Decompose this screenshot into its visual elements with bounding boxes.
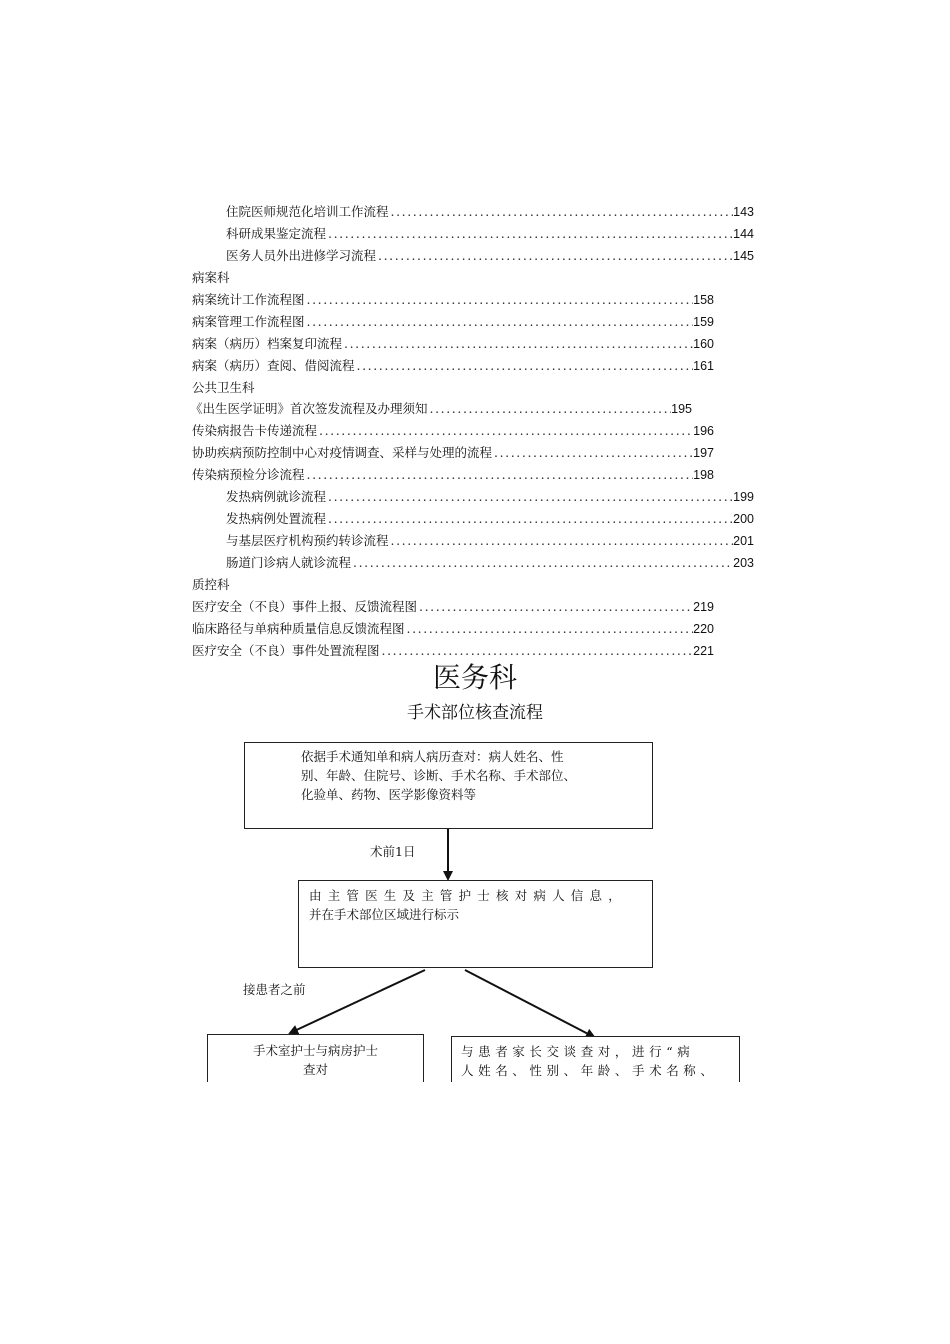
flow-step-line: 并在手术部位区域进行标示 bbox=[309, 907, 460, 922]
toc-entry-page: 160 bbox=[693, 337, 714, 351]
toc-entry-page: 145 bbox=[733, 249, 754, 263]
toc-entry-page: 161 bbox=[693, 359, 714, 373]
flow-step-line: 查对 bbox=[302, 1062, 328, 1077]
arrow-step2-to-step3b bbox=[465, 970, 594, 1037]
toc-entry-page: 201 bbox=[733, 534, 754, 548]
toc-section-heading: 病案科 bbox=[192, 270, 230, 285]
toc-entry-page: 197 bbox=[693, 446, 714, 460]
arrow-step2-to-step3a bbox=[290, 970, 425, 1033]
toc-entry-title: 发热病例处置流程 bbox=[226, 511, 327, 526]
toc-entry-title: 传染病预检分诊流程 bbox=[192, 467, 305, 482]
toc-section-heading: 质控科 bbox=[192, 577, 230, 592]
toc-entry-page: 221 bbox=[693, 644, 714, 658]
department-title: 医务科 bbox=[432, 661, 517, 694]
flow-step-mark-site bbox=[298, 880, 653, 968]
flow-step-line: 化验单、药物、医学影像资料等 bbox=[301, 787, 477, 802]
flow-step-line: 由主管医生及主管护士核对病人信息， bbox=[309, 888, 627, 903]
flow-step-text bbox=[301, 747, 576, 804]
flowchart-title: 手术部位核查流程 bbox=[407, 703, 543, 723]
toc-entry-title: 临床路径与单病种质量信息反馈流程图 bbox=[192, 621, 405, 636]
flow-step-text bbox=[309, 886, 644, 924]
toc-entry-title: 病案（病历）档案复印流程 bbox=[192, 336, 343, 351]
toc-section-heading: 公共卫生科 bbox=[192, 380, 255, 395]
toc-entry-page: 195 bbox=[671, 402, 692, 416]
flow-step-line: 与患者家长交谈查对，进行“病 bbox=[461, 1044, 695, 1059]
toc-entry-title: 肠道门诊病人就诊流程 bbox=[226, 555, 352, 570]
toc-entry-title: 《出生医学证明》首次签发流程及办理须知 bbox=[190, 401, 428, 416]
toc-entry-title: 医疗安全（不良）事件处置流程图 bbox=[192, 643, 380, 658]
flow-step-line: 手术室护士与病房护士 bbox=[252, 1043, 378, 1058]
toc-entry-page: 159 bbox=[693, 315, 714, 329]
edge-label-before-pickup: 接患者之前 bbox=[243, 982, 306, 997]
toc-entry-title: 发热病例就诊流程 bbox=[226, 489, 327, 504]
flow-step-nurse-check bbox=[207, 1034, 424, 1082]
edge-label-day-before: 术前1日 bbox=[370, 844, 416, 859]
toc-entry-page: 220 bbox=[693, 622, 714, 636]
toc-entry-page: 143 bbox=[733, 205, 754, 219]
flow-step-verify-records bbox=[244, 742, 653, 829]
toc-entry-page: 144 bbox=[733, 227, 754, 241]
toc-entry-page: 203 bbox=[733, 556, 754, 570]
toc-entry-page: 196 bbox=[693, 424, 714, 438]
toc-entry-page: 198 bbox=[693, 468, 714, 482]
toc-entry-title: 病案统计工作流程图 bbox=[192, 292, 305, 307]
toc-entry-title: 医疗安全（不良）事件上报、反馈流程图 bbox=[192, 599, 418, 614]
flow-step-line: 依据手术通知单和病人病历查对：病人姓名、性 bbox=[301, 749, 564, 764]
toc-entry-title: 与基层医疗机构预约转诊流程 bbox=[226, 533, 389, 548]
toc-entry-page: 199 bbox=[733, 490, 754, 504]
flow-step-text bbox=[208, 1041, 423, 1079]
flow-step-text bbox=[461, 1042, 733, 1080]
flow-step-family-check bbox=[451, 1036, 740, 1082]
toc-entry-title: 协助疾病预防控制中心对疫情调查、采样与处理的流程 bbox=[192, 445, 493, 460]
toc-entry-title: 住院医师规范化培训工作流程 bbox=[226, 204, 389, 219]
toc-entry-title: 病案管理工作流程图 bbox=[192, 314, 305, 329]
flow-step-line: 人姓名、性别、年龄、手术名称、 bbox=[461, 1063, 718, 1078]
toc-entry-page: 200 bbox=[733, 512, 754, 526]
toc-entry-title: 传染病报告卡传递流程 bbox=[192, 423, 318, 438]
toc-entry-title: 病案（病历）查阅、借阅流程 bbox=[192, 358, 355, 373]
toc-entry-page: 219 bbox=[693, 600, 714, 614]
toc-entry-title: 科研成果鉴定流程 bbox=[226, 226, 327, 241]
flow-step-line: 别、年龄、住院号、诊断、手术名称、手术部位、 bbox=[301, 768, 577, 783]
toc-entry-title: 医务人员外出进修学习流程 bbox=[226, 248, 377, 263]
toc-entry-page: 158 bbox=[693, 293, 714, 307]
